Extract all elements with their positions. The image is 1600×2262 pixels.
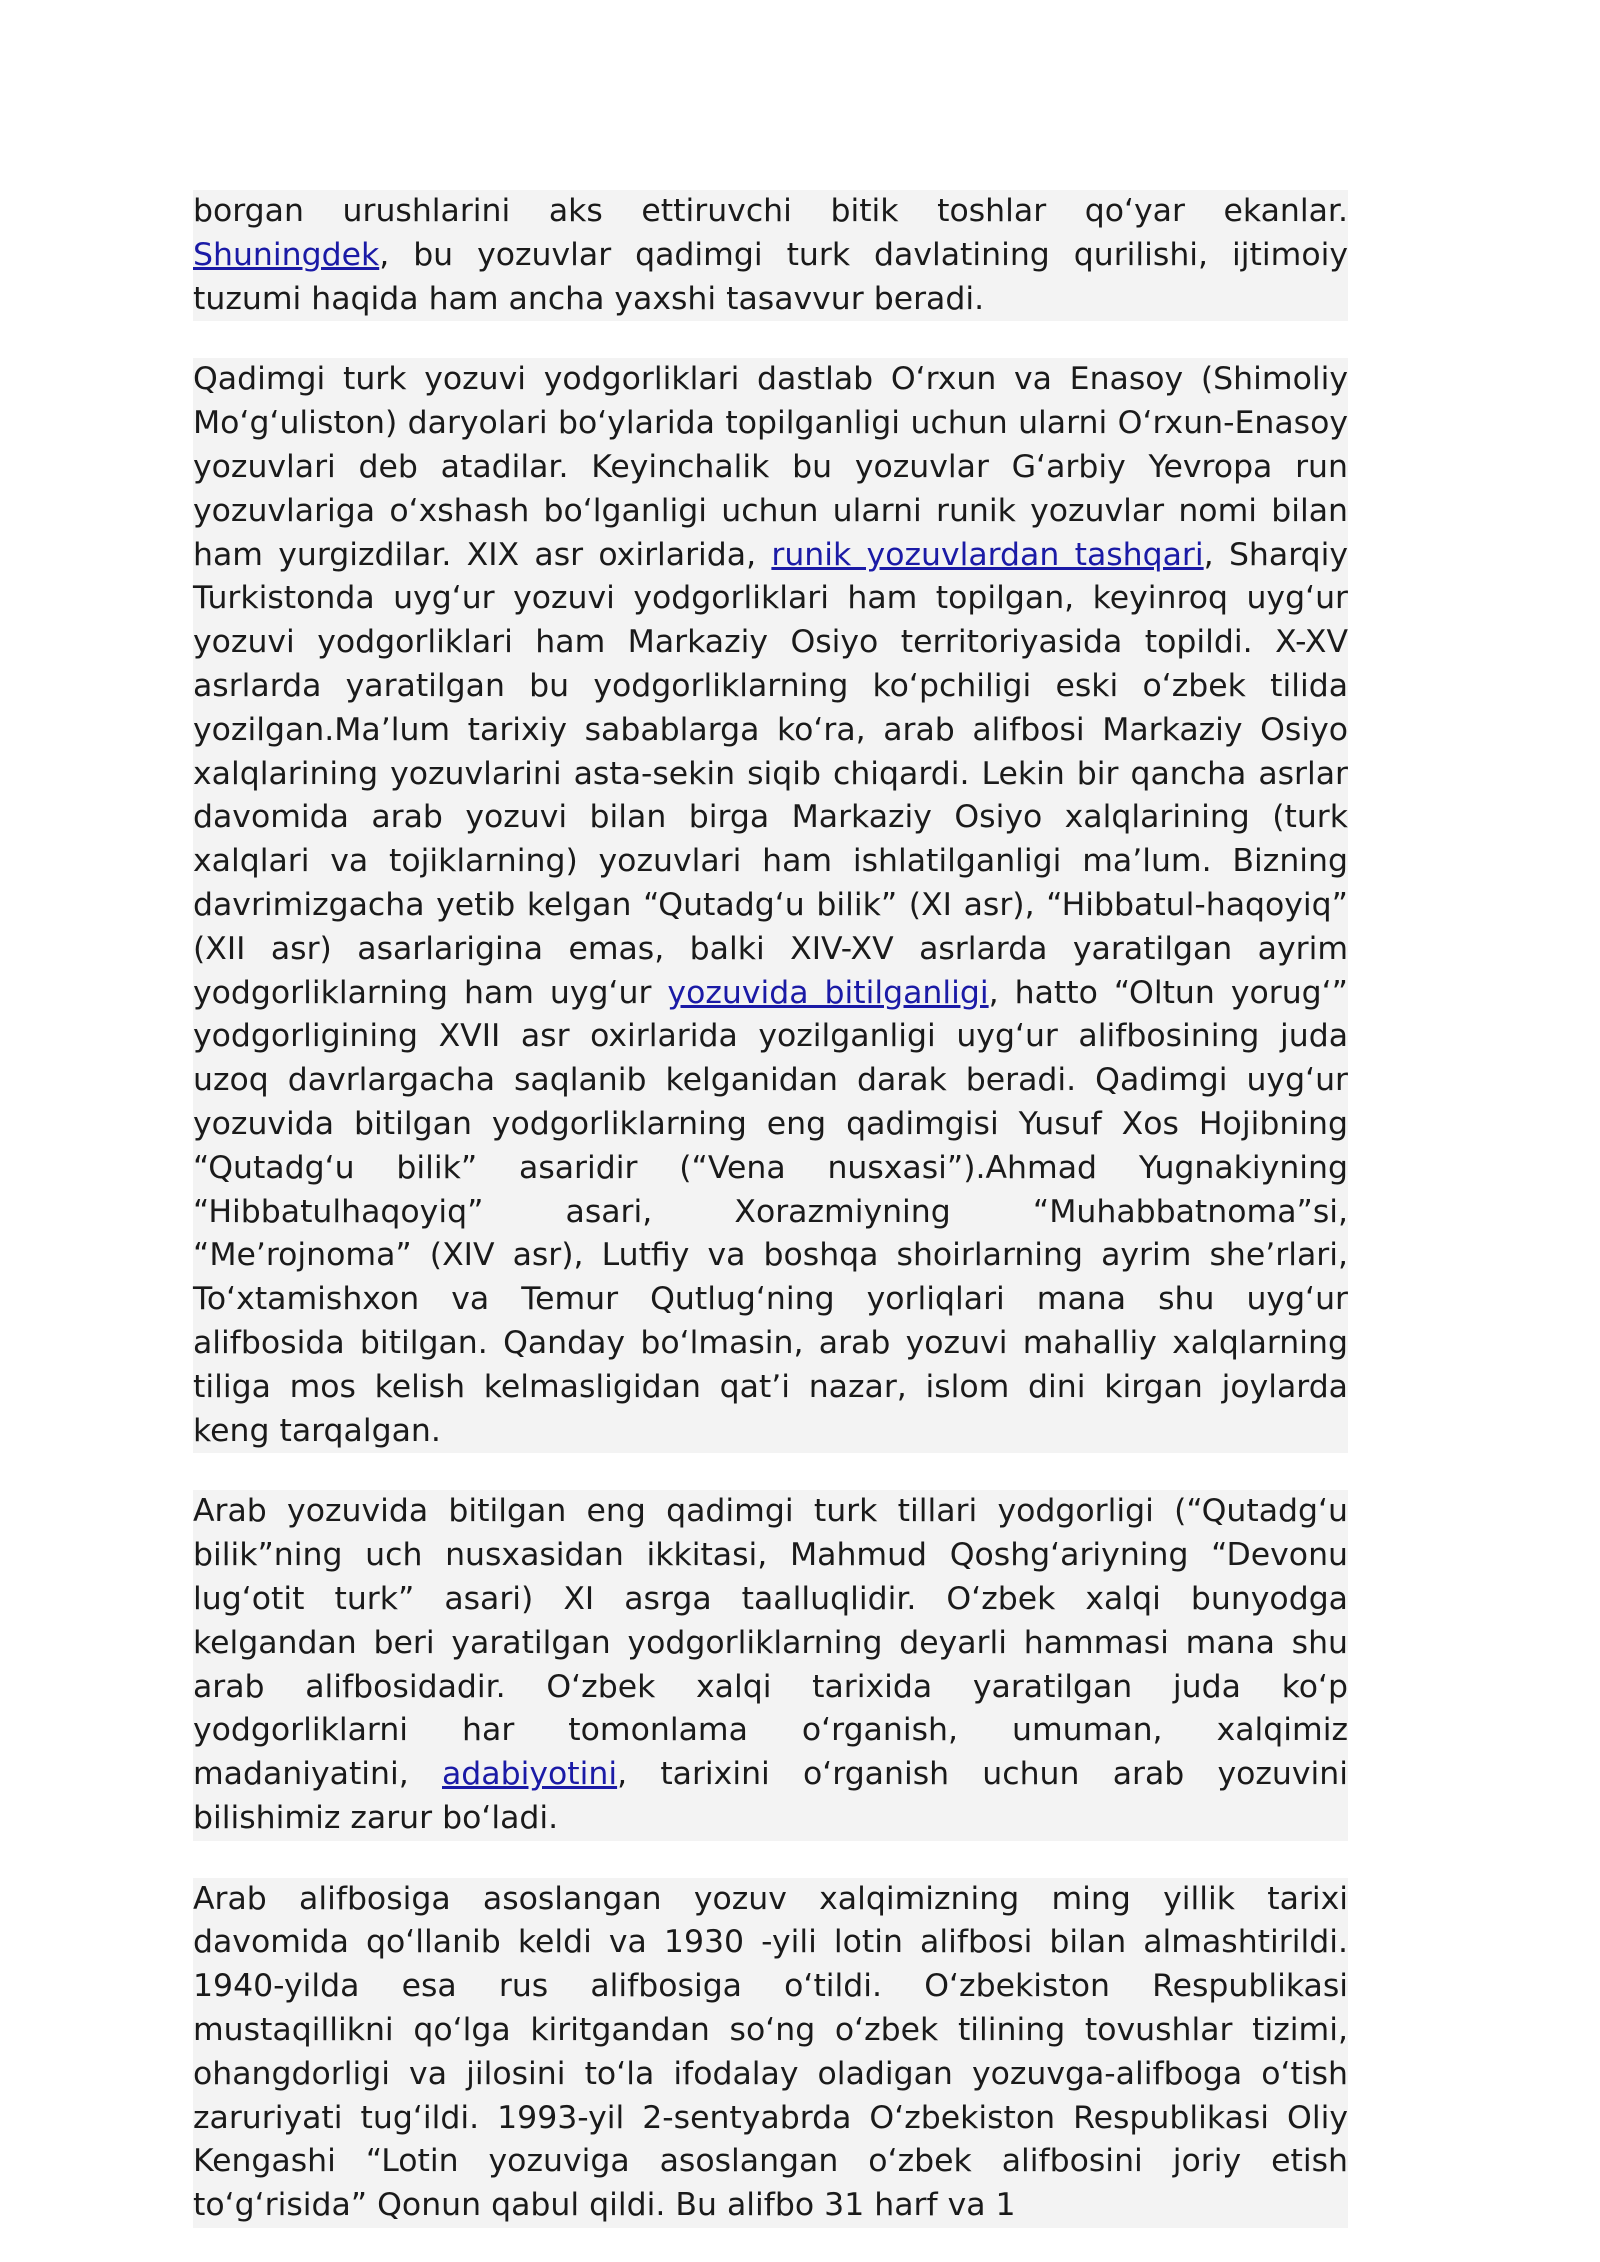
paragraph-3 [193, 1490, 1348, 1840]
text-segment: Arab alifbosiga asoslangan yozuv xalqimizning ming yillik tarixi davomida qo‘llanib keldi va 1930 -yili lotin alifbosi bilan almashtirildi. 1940-yilda esa rus alifbosiga o‘tildi. O‘zbekiston Respublikasi mustaqillikni qo‘lga kiritgandan so‘ng o‘zbek tilining tovushlar tizimi, ohangdorligi va jilosini to‘la ifodalay oladigan yozuvga-alifboga o‘tish zaruriyati tug‘ildi. 1993-yil 2-sentyabrda O‘zbekiston Respublikasi Oliy Kengashi “Lotin yozuviga asoslangan o‘zbek alifbosini joriy etish to‘g‘risida” Qonun qabul qildi. Bu alifbo 31 harf va 1 [193, 1880, 1348, 2224]
paragraph-2 [193, 358, 1348, 1453]
text-segment: , hatto “Oltun yorug‘” yodgorligining XVII asr oxirlarida yozilganligi uyg‘ur alifbosining juda uzoq davrlargacha saqlanib kelganidan darak beradi. Qadimgi uyg‘ur yozuvida bitilgan yodgorliklarning eng qadimgisi Yusuf Xos Hojibning “Qutadg‘u bilik” asaridir (“Vena nusxasi”).Ahmad Yugnakiyning “Hibbatulhaqoyiq” asari, Xorazmiyning “Muhabbatnoma”si, “Me’rojnoma” (XIV asr), Lutfiy va boshqa shoirlarning ayrim she’rlari, To‘xtamishxon va Temur Qutlug‘ning yorliqlari mana shu uyg‘ur alifbosida bitilgan. Qanday bo‘lmasin, arab yozuvi mahalliy xalqlarning tiliga mos kelish kelmasligidan qat’i nazar, islom dini kirgan joylarda keng tarqalgan. [193, 974, 1348, 1449]
text-segment: borgan urushlarini aks ettiruvchi bitik toshlar qo‘yar ekanlar. [193, 193, 1348, 229]
link-runik-yozuvlardan-tashqari[interactable]: runik yozuvlardan tashqari [771, 536, 1204, 573]
text-segment: , tarixini o‘rganish uchun arab yozuvini bilishimiz zarur bo‘ladi. [193, 1756, 1348, 1836]
paragraph-gap [193, 321, 1348, 358]
link-adabiyotini[interactable]: adabiyotini [442, 1756, 618, 1793]
link-yozuvida-bitilganligi[interactable]: yozuvida bitilganligi [667, 974, 989, 1011]
link-shuningdek[interactable]: Shuningdek [193, 236, 380, 273]
text-segment: , bu yozuvlar qadimgi turk davlatining qurilishi, ijtimoiy tuzumi haqida ham ancha yaxshi tasavvur beradi. [193, 236, 1348, 317]
paragraph-gap [193, 1453, 1348, 1490]
document-body [193, 190, 1348, 2228]
text-segment: Arab yozuvida bitilgan eng qadimgi turk tillari yodgorligi (“Qutadg‘u bilik”ning uch nusxasidan ikkitasi, Mahmud Qoshg‘ariyning “Devonu lug‘otit turk” asari) XI asrga taalluqlidir. O‘zbek xalqi bunyodga kelgandan beri yaratilgan yodgorliklarning deyarli hammasi mana shu arab alifbosidadir. O‘zbek xalqi tarixida yaratilgan juda ko‘p yodgorliklarni har tomonlama o‘rganish, umuman, xalqimiz madaniyatini, [193, 1493, 1348, 1793]
text-segment: Qadimgi turk yozuvi yodgorliklari dastlab O‘rxun va Enasoy (Shimoliy Mo‘g‘uliston) daryolari bo‘ylarida topilganligi uchun ularni O‘rxun-Enasoy yozuvlari deb atadilar. Keyinchalik bu yozuvlar G‘arbiy Yevropa run yozuvlariga o‘xshash bo‘lganligi uchun ularni runik yozuvlar nomi bilan ham yurgizdilar. XIX asr oxirlarida, [193, 361, 1348, 573]
paragraph-4 [193, 1878, 1348, 2228]
paragraph-gap [193, 1841, 1348, 1878]
text-segment: , Sharqiy Turkistonda uyg‘ur yozuvi yodgorliklari ham topilgan, keyinroq uyg‘ur yozuvi yodgorliklari ham Markaziy Osiyo territoriyasida topildi. X-XV asrlarda yaratilgan bu yodgorliklarning ko‘pchiligi eski o‘zbek tilida yozilgan.Ma’lum tarixiy sabablarga ko‘ra, arab alifbosi Markaziy Osiyo xalqlarining yozuvlarini asta-sekin siqib chiqardi. Lekin bir qancha asrlar davomida arab yozuvi bilan birga Markaziy Osiyo xalqlarining (turk xalqlari va tojiklarning) yozuvlari ham ishlatilganligi ma’lum. Bizning davrimizgacha yetib kelgan “Qutadg‘u bilik” (XI asr), “Hibbatul-haqoyiq” (XII asr) asarlarigina emas, balki XIV-XV asrlarda yaratilgan ayrim yodgorliklarning ham uyg‘ur [193, 536, 1348, 1011]
paragraph-1 [193, 190, 1348, 321]
